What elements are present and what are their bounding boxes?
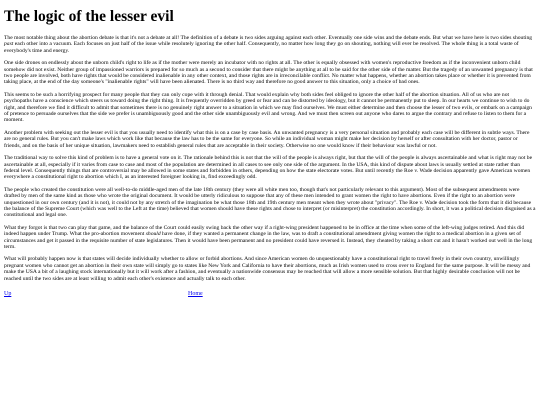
paragraph-2: One side drones on endlessly about the unborn child's right to life as if the mother were merely an incubator with no rights at all. The other is equally obsessed with women's reproductive freedom as if the inconvenient unborn child somehow did not exist. Neither group of impassioned warriors is prepared for so much as a second to consider that there might be anything at all to be said for the other side of the matter. But the tragedy of an unwanted pregnancy is that two people are involved, both have rights that would be considered inalienable in any other context, and those rights are in irreconcilable conflict. No matter what happens, whether an abortion takes place or whether it is prevented from taking place, at the end of the day someone's "inalienable rights" will have been alienated. There is no third way and therefore no good answer to this situation, only a choice of bad ones. xyxy=(4,60,533,86)
paragraph-6: The people who created the constitution were all well-to-do middle-aged men of the late 18th century (they were all white men too, though that's not particularly relevant to this argument). Most of the subsequent amendments were drafted by men of the same kind as those who wrote the original document. It would be utterly ridiculous to suppose that any of these men intended to grant women the right to have abortions. Even if the right to an abortion were unquestioned in our own century (and it is not), it could not by any stretch of the imagination be what those 18th and 19th century men meant when they wrote about "privacy". The Roe v. Wade decision took the form that it did because the balance of the Supreme Court (which was well to the Left at the time) believed that women should have these rights and chose to interpret (or misinterpret) the constitution accordingly. In short, it was a political decision disguised as a constitutional and legal one. xyxy=(4,186,536,219)
paragraph-8: What will probably happen now is that states will decide individually whether to allow or forbid abortions. And since American women do unquestionably have a constitutional right to travel freely in their own country, unwillingly pregnant women who cannot get an abortion in their own state will simply go to states like New York and California to have their abortions, much as Irish women used to cross over to England for the same purpose. It will be messy and make the USA a bit of a laughing stock internationally but it will work after a fashion, and eventually a nationwide consensus may be reached that will allow a more sensible solution. But that highly desirable conclusion will not be reached until the two sides are at least willing to admit each other's existence and actually talk to each other. xyxy=(4,256,531,282)
paragraph-7: What they forgot is that two can play that game, and the balance of the Court could easily swing back the other way if a right-wing president happened to be in office at the time when some of the left-wing judges retired. And this did indeed happen under Trump. What the pro-abortion movement should have done, if they wanted a permanent change in the law, was to draft a constitutional amendment giving women the right to a medical abortion in a given set of circumstances and get it passed in the requisite number of state legislatures. Then it would have been permanent and no president could have reversed it. Instead, they cheated by taking a short cut and it hasn't worked out well in the long term. xyxy=(4,224,533,250)
home-link[interactable]: Home xyxy=(188,291,203,297)
footer-nav xyxy=(4,291,536,297)
paragraph-1: The most notable thing about the abortion debate is that it's not a debate at all! The definition of a debate is two sides arguing against each other. Eventually one side wins and the debate ends. But what we have here is two sides shouting past each other into a vacuum. Each focuses on just half of the issue while resolutely ignoring the other half. Consequently, no matter how long they go on shouting, nothing will ever be resolved. The whole thing is a total waste of everybody's time and energy. xyxy=(4,35,533,54)
article-body xyxy=(4,35,536,282)
page-title: The logic of the lesser evil xyxy=(4,8,174,25)
up-link[interactable]: Up xyxy=(4,291,12,297)
paragraph-3: This seems to be such a horrifying prospect for many people that they can only cope with it through denial. That would explain why both sides feel obliged to ignore the other half of the abortion situation. All of us who are not psychopaths have a conscience which steers us toward doing the right thing. It is frequently overridden by greed or fear and can be distorted by ideology, but it cannot be permanently put to sleep. In our hearts we continue to wish to do right, and therefore we find it difficult to admit that sometimes there is no genuinely right answer to a situation in which we may find ourselves. We must either determine and then choose the lesser of two evils, or embark on a campaign of pretence to persuade ourselves that the side we prefer is unambiguously good and the other side unambiguously evil and wrong. And we must then screen out anyone who dares to argue the contrary and refuse to listen to them for a moment. xyxy=(4,91,532,124)
paragraph-5: The traditional way to solve this kind of problem is to have a general vote on it. The rationale behind this is not that the will of the people is always right, but that the will of the people is always ascertainable and what is right may not be ascertainable at all, especially if it varies from case to case and most of the population are determined in all cases to see only one side of the argument. In the USA, this kind of dispute about laws is usually settled at state rather than federal level. Consequently things that are controversial may be allowed in some states and forbidden in others, depending on how the state electorate votes. But until recently the Roe v. Wade decision apparently gave American women everywhere a constitutional right to abortion which I, as an interested foreigner looking in, find exceedingly odd. xyxy=(4,155,533,181)
paragraph-4: Another problem with seeking out the lesser evil is that you usually need to identify what this is on a case by case basis. An unwanted pregnancy is a very personal situation and probably each case will be different in subtle ways. There are no general rules. But you can't make laws which work like that because the law has to be the same for everyone. So while an individual woman might make her decision by herself or after consultation with her doctor, pastor or friends, and on the basis of her unique situation, lawmakers need to establish general rules that are acceptable in their society. Otherwise no one would know if their behaviour was lawful or not. xyxy=(4,129,530,149)
